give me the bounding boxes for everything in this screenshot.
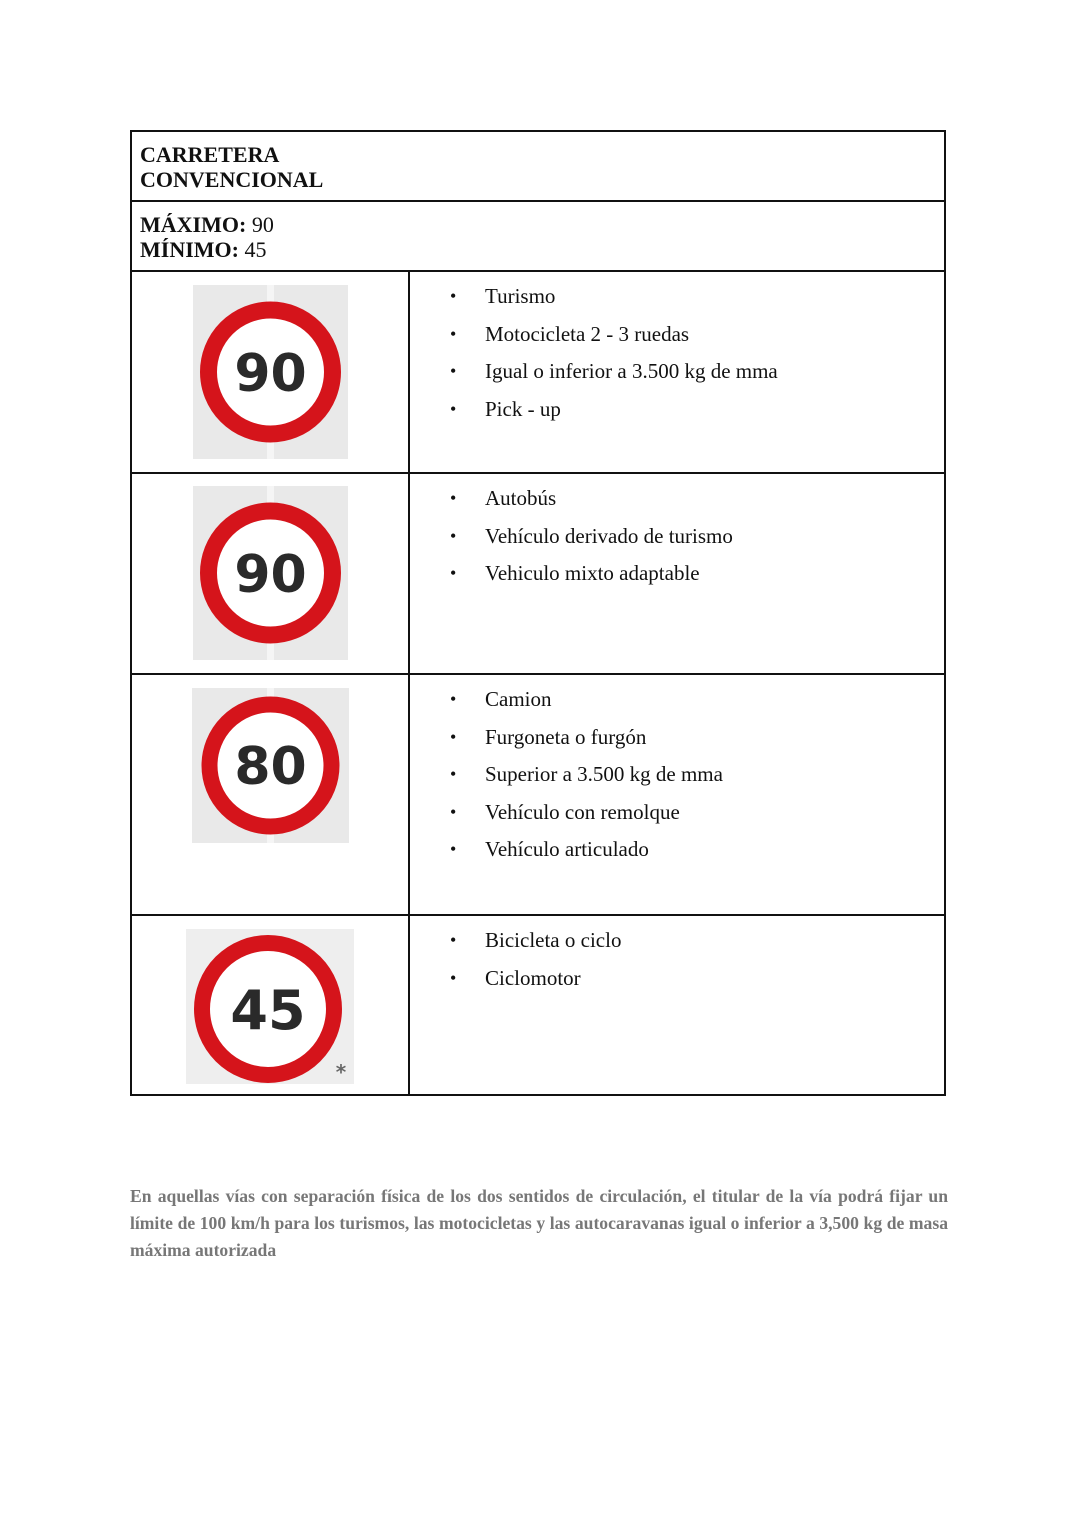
sign-cell (132, 272, 410, 472)
min-value: 45 (238, 237, 267, 262)
sign-cell (132, 916, 410, 1096)
vehicle-list (450, 284, 778, 434)
asterisk-mark: * (335, 1060, 347, 1084)
table-row (132, 474, 944, 675)
list-item: • Vehículo con remolque (450, 800, 723, 838)
list-item: • Furgoneta o furgón (450, 725, 723, 763)
speed-limit-sign-icon (192, 688, 349, 843)
list-item: • Vehículo articulado (450, 837, 723, 875)
speed-limit-sign-icon (186, 929, 354, 1084)
sign-number: 80 (234, 737, 307, 797)
list-item: • Pick - up (450, 397, 778, 435)
list-item: • Vehículo derivado de turismo (450, 524, 733, 562)
list-item: • Bicicleta o ciclo (450, 928, 621, 966)
vehicle-list-cell (410, 474, 944, 673)
list-item: • Camion (450, 687, 723, 725)
sign-number: 45 (230, 979, 306, 1042)
list-item: • Motocicleta 2 - 3 ruedas (450, 322, 778, 360)
list-item: • Turismo (450, 284, 778, 322)
vehicle-list (450, 687, 723, 875)
vehicle-list-cell (410, 272, 944, 472)
sign-cell (132, 474, 410, 673)
list-item: • Igual o inferior a 3.500 kg de mma (450, 359, 778, 397)
limits-header (132, 202, 944, 272)
vehicle-list (450, 486, 733, 599)
road-type-header (132, 132, 944, 202)
vehicle-list-cell (410, 675, 944, 914)
sign-cell (132, 675, 410, 914)
speed-limit-sign-icon (193, 486, 348, 660)
footnote-paragraph: En aquellas vías con separación física de los dos sentidos de circulación, el titular de la vía podrá fijar un límite de 100 km/h para los turismos, las motocicletas y las autocaravanas igual o inferior a 3,500 kg de masa máxima autorizada (130, 1186, 948, 1260)
road-type-line2: CONVENCIONAL (140, 167, 324, 192)
vehicle-list (450, 928, 621, 1003)
vehicle-list-cell (410, 916, 944, 1096)
list-item: • Ciclomotor (450, 966, 621, 1004)
min-label: MÍNIMO: (140, 237, 239, 262)
speed-limit-sign-icon (193, 285, 348, 459)
max-label: MÁXIMO: (140, 212, 247, 237)
list-item: • Superior a 3.500 kg de mma (450, 762, 723, 800)
max-value: 90 (246, 212, 274, 237)
table-row (132, 916, 944, 1096)
table-row (132, 675, 944, 916)
road-type-line1: CARRETERA (140, 142, 280, 167)
list-item: • Vehiculo mixto adaptable (450, 561, 733, 599)
list-item: • Autobús (450, 486, 733, 524)
table-row (132, 272, 944, 474)
sign-number: 90 (234, 344, 307, 404)
speed-limit-table (130, 130, 946, 1096)
sign-number: 90 (234, 545, 307, 605)
